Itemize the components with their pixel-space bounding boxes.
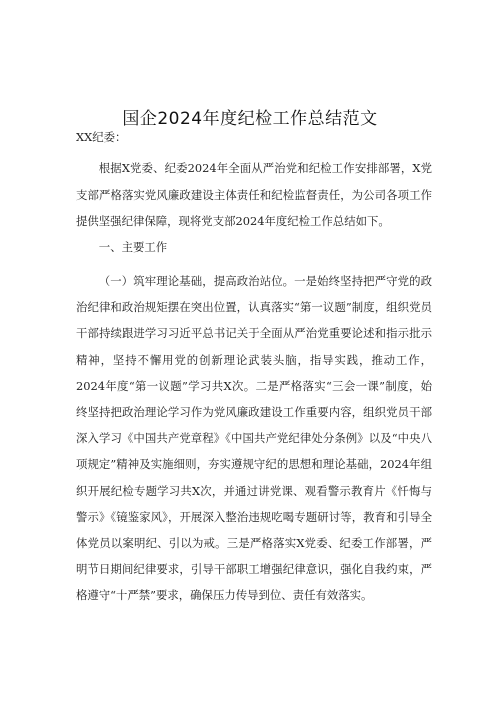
- salutation-text: XX纪委：: [76, 130, 127, 144]
- section-heading-text: 一、主要工作: [98, 240, 168, 254]
- intro-paragraph: [76, 155, 432, 235]
- body-paragraph: [76, 268, 432, 609]
- section-heading: [76, 237, 432, 257]
- document-title: 国企2024年度纪检工作总结范文: [122, 109, 378, 129]
- salutation: [76, 127, 432, 147]
- body-paragraph-text: （一）筑牢理论基础，提高政治站位。一是始终坚持把严守党的政治纪律和政治规矩摆在突出位置，认真落实“第一议题”制度，组织党员干部持续跟进学习习近平总书记关于全面从严治党重要论述和指示批示精神，坚持不懈用党的创新理论武装头脑，指导实践，推动工作，2024年度“第一议题”学习共X次。二是严格落实“三会一课”制度，始终坚持把政治理论学习作为党风廉政建设工作重要内容，组织党员干部深入学习《中国共产党章程》《中国共产党纪律处分条例》以及“中央八项规定”精神及实施细则，夯实遵规守纪的思想和理论基础，2024年组织开展纪检专题学习共X次，并通过讲党课、观看警示教育片《忏悔与警示》《镜鉴家风》，开展深入整治违规吃喝专题研讨等，教育和引导全体党员以案明纪、引以为戒。三是严格落实X党委、纪委工作部署，严明节日期间纪律要求，引导干部职工增强纪律意识，强化自我约束，严格遵守“十严禁”要求，确保压力传导到位、责任有效落实。: [76, 274, 432, 603]
- intro-paragraph-text: 根据X党委、纪委2024年全面从严治党和纪检工作安排部署，X党支部严格落实党风廉政建设主体责任和纪检监督责任，为公司各项工作提供坚强纪律保障，现将党支部2024年度纪检工作总结如下。: [76, 161, 432, 228]
